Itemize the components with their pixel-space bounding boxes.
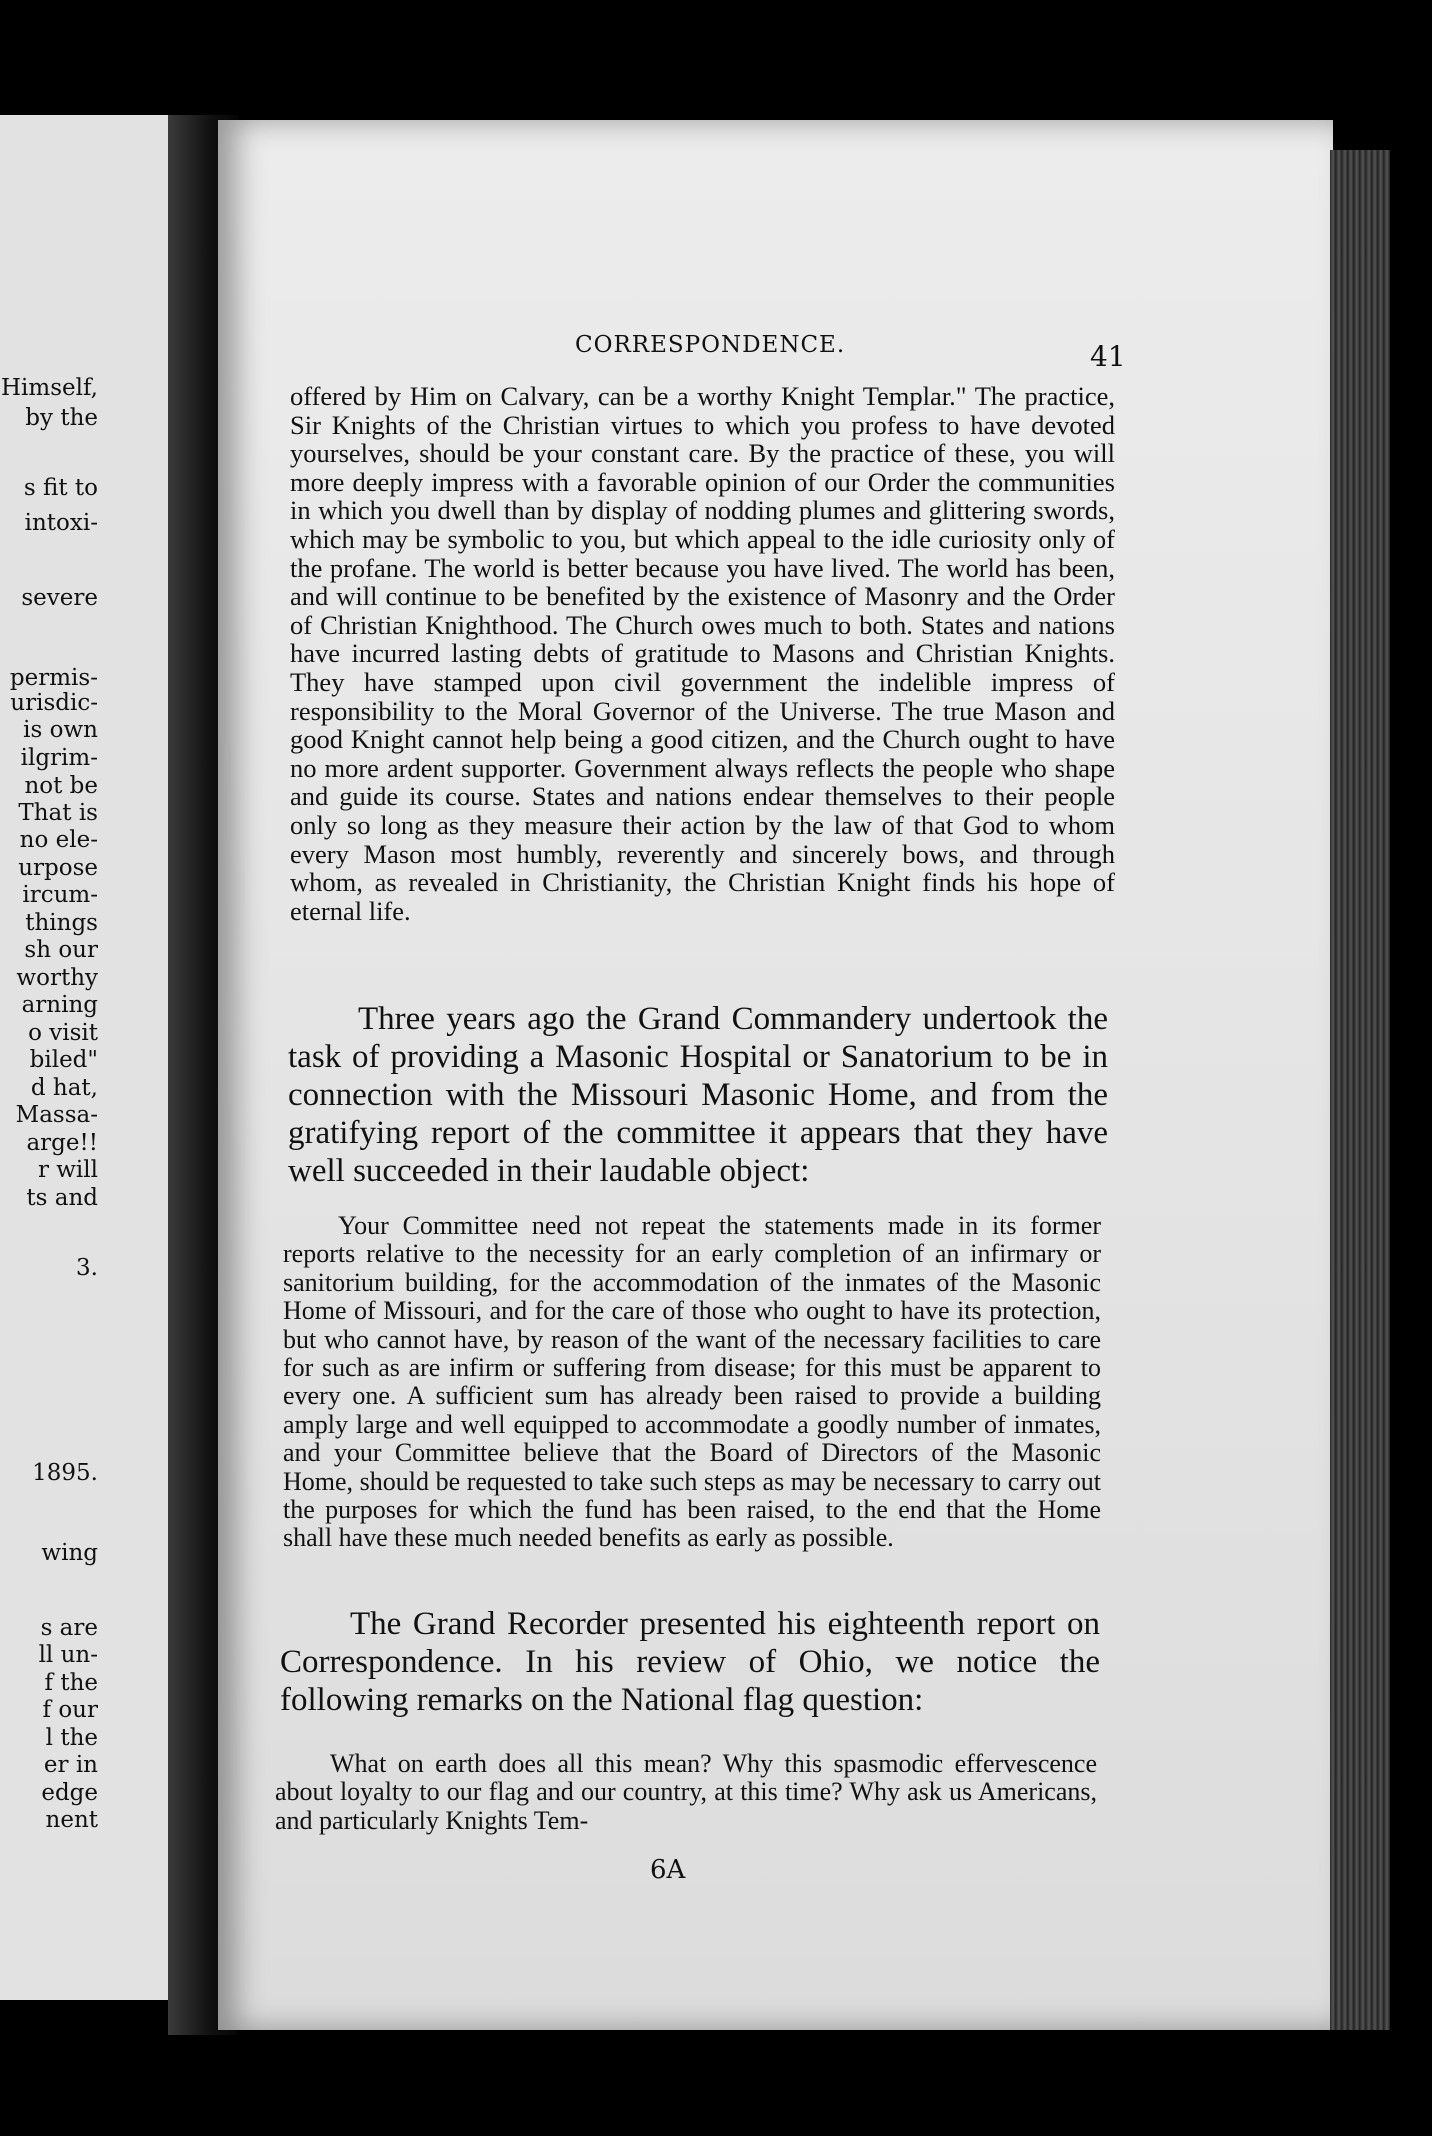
left-page-line: sh our xyxy=(24,937,98,963)
left-facing-page xyxy=(0,115,185,2000)
left-page-line: nent xyxy=(45,1807,98,1833)
left-page-line: Himself, xyxy=(1,375,98,401)
quoted-ohio-remarks: What on earth does all this mean? Why this spasmodic effervescence about loyalty to our flag and our country, at this time? Why ask us Americans, and particularly Knights Tem- xyxy=(275,1749,1097,1835)
left-page-line: edge xyxy=(41,1780,98,1806)
text-block-1 xyxy=(290,382,1115,925)
left-page-line: f the xyxy=(44,1670,98,1696)
left-page-line: ilgrim- xyxy=(20,745,98,771)
text-block-4 xyxy=(280,1605,1100,1719)
left-page-line: biled" xyxy=(29,1047,98,1073)
left-page-line: ll un- xyxy=(38,1642,98,1668)
paragraph-body-2: Three years ago the Grand Commandery undertook the task of providing a Masonic Hospital or Sanatorium to be in connection with the Missouri Masonic Home, and from the gratifying report of the committee it appears that they have well succeeded in their laudable object: xyxy=(288,1001,1108,1189)
signature-mark: 6A xyxy=(650,1855,686,1885)
left-page-line: urpose xyxy=(18,855,98,881)
left-page-line: That is xyxy=(18,800,98,826)
left-page-line: 1895. xyxy=(32,1460,98,1486)
left-page-line: not be xyxy=(24,773,98,799)
left-page-line: d hat, xyxy=(30,1075,98,1101)
left-page-line: ts and xyxy=(26,1185,98,1211)
left-page-line: s are xyxy=(40,1615,98,1641)
left-page-line: by the xyxy=(25,405,98,431)
page-number: 41 xyxy=(1090,340,1126,373)
paragraph-body-1: offered by Him on Calvary, can be a worthy Knight Templar." The practice, Sir Knights of the Christian virtues to which you profess to have devoted yourselves, should be your constant care. By the practice of these, you will more deeply impress with a favorable opinion of our Order the communities in which you dwell than by display of nodding plumes and glittering swords, which may be symbolic to you, but which appeal to the idle curiosity only of the profane. The world is better because you have lived. The world has been, and will continue to be benefited by the existence of Masonry and the Order of Christian Knighthood. The Church owes much to both. States and nations have incurred lasting debts of gratitude to Masons and Christian Knights. They have stamped upon civil government the indelible impress of responsibility to the Moral Governor of the Universe. The true Mason and good Knight cannot help being a good citizen, and the Church ought to have no more ardent supporter. Government always reflects the people who shape and guide its course. States and nations endear themselves to their people only so long as they measure their action by the law of that God to whom every Mason most humbly, reverently and sincerely bows, and through whom, as revealed in Christianity, the Christian Knight finds his hope of eternal life. xyxy=(290,381,1115,926)
left-page-line: severe xyxy=(21,585,98,611)
running-head: CORRESPONDENCE. xyxy=(575,332,846,358)
left-page-line: f our xyxy=(42,1697,98,1723)
left-page-line: o visit xyxy=(28,1020,98,1046)
left-page-line: intoxi- xyxy=(24,510,98,536)
left-page-line: worthy xyxy=(16,965,98,991)
left-page-line: Massa- xyxy=(15,1102,98,1128)
left-page-line: r will xyxy=(37,1157,98,1183)
left-page-line: s fit to xyxy=(23,475,98,501)
left-page-line: things xyxy=(25,910,98,936)
left-page-line: 3. xyxy=(76,1255,98,1281)
text-block-3 xyxy=(283,1212,1101,1553)
quoted-committee-report: Your Committee need not repeat the statements made in its former reports relative to the necessity for an early completion of an infirmary or sanitorium building, for the accommodation of the inmates of the Masonic Home of Missouri, and for the care of those who ought to have its protection, but who cannot have, by reason of the want of the necessary facilities to care for such as are infirm or suffering from disease; for this must be apparent to every one. A sufficient sum has already been raised to provide a building amply large and well equipped to accommodate a goodly number of inmates, and your Committee believe that the Board of Directors of the Masonic Home, should be requested to take such steps as may be necessary to carry out the purposes for which the fund has been raised, to the end that the Home shall have these much needed benefits as early as possible. xyxy=(283,1211,1101,1553)
left-page-line: ircum- xyxy=(22,882,98,908)
left-page-line: permis- xyxy=(9,665,98,691)
left-page-line: arning xyxy=(21,992,98,1018)
left-page-line: is own xyxy=(23,717,98,743)
text-block-5 xyxy=(275,1750,1097,1835)
left-page-line: wing xyxy=(41,1540,98,1566)
left-page-line: urisdic- xyxy=(10,690,98,716)
left-page-line: no ele- xyxy=(19,827,98,853)
left-page-line: arge!! xyxy=(26,1130,98,1156)
left-page-line: er in xyxy=(43,1752,98,1778)
paragraph-body-3: The Grand Recorder presented his eighteenth report on Correspondence. In his review of Ohio, we notice the following remarks on the National flag question: xyxy=(280,1606,1100,1718)
page-edges xyxy=(1330,150,1390,2030)
text-block-2 xyxy=(288,1000,1108,1190)
left-page-line: l the xyxy=(45,1725,98,1751)
